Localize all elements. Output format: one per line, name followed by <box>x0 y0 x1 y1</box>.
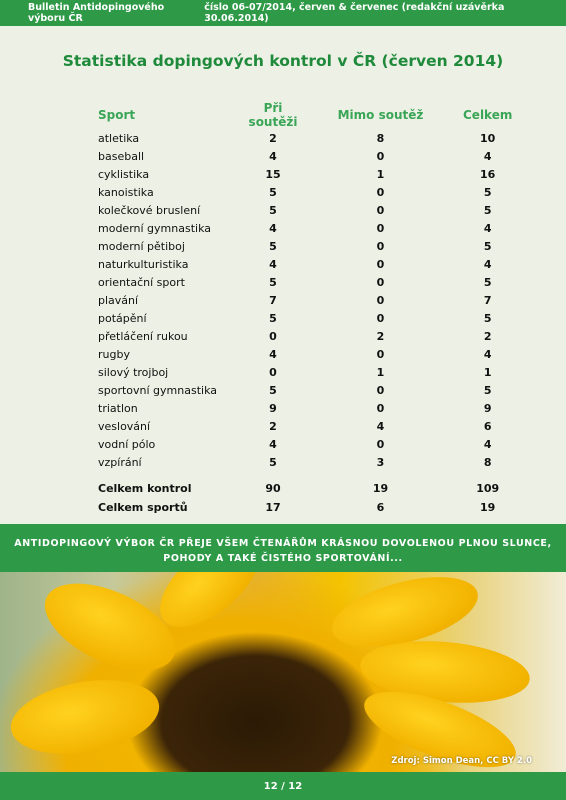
total-count: 9 <box>483 401 492 415</box>
out-of-competition-count: 0 <box>376 257 385 271</box>
total-count: 4 <box>483 257 492 271</box>
in-competition-count: 4 <box>269 437 277 451</box>
table-row <box>98 381 512 399</box>
photo-credit: Zdroj: Simon Dean, CC BY 2.0 <box>391 756 532 766</box>
table-row <box>98 453 512 471</box>
column-header-total: Celkem <box>463 108 513 122</box>
sport-name: atletika <box>98 131 140 145</box>
out-of-competition-count: 0 <box>376 347 385 361</box>
in-competition-count: 0 <box>269 329 277 343</box>
in-competition-count: 5 <box>269 275 277 289</box>
in-competition-count: 2 <box>269 419 277 433</box>
out-of-competition-count: 2 <box>376 329 385 343</box>
totals-row <box>98 479 512 498</box>
total-count: 1 <box>483 365 492 379</box>
page-number: 12 / 12 <box>263 780 303 792</box>
total-count: 109 <box>476 482 500 495</box>
out-of-competition-count: 0 <box>376 149 385 163</box>
out-of-competition-count: 0 <box>376 275 385 289</box>
footer-bar <box>0 772 566 800</box>
sport-name: orientační sport <box>98 275 185 289</box>
in-competition-count: 4 <box>269 221 277 235</box>
sport-name: potápění <box>98 311 147 325</box>
in-competition-count: 4 <box>269 347 277 361</box>
table-body <box>98 129 512 517</box>
table-row <box>98 417 512 435</box>
sport-name: přetláčení rukou <box>98 329 188 343</box>
out-of-competition-count: 1 <box>376 167 385 181</box>
sport-name: moderní gymnastika <box>98 221 211 235</box>
out-of-competition-count: 6 <box>376 501 385 514</box>
totals-row <box>98 498 512 517</box>
in-competition-count: 4 <box>269 257 277 271</box>
sport-name: cyklistika <box>98 167 150 181</box>
out-of-competition-count: 0 <box>376 401 385 415</box>
out-of-competition-count: 4 <box>376 419 385 433</box>
table-row <box>98 273 512 291</box>
sunflower-petal <box>5 670 165 765</box>
out-of-competition-count: 0 <box>376 293 385 307</box>
sport-name: veslování <box>98 419 151 433</box>
total-count: 5 <box>483 275 492 289</box>
sport-name: vodní pólo <box>98 437 156 451</box>
sport-name: vzpírání <box>98 455 142 469</box>
table-row <box>98 255 512 273</box>
total-count: 4 <box>483 437 492 451</box>
table-row <box>98 309 512 327</box>
table-row <box>98 345 512 363</box>
sport-name: triatlon <box>98 401 138 415</box>
in-competition-count: 0 <box>269 365 277 379</box>
in-competition-count: 5 <box>269 203 277 217</box>
total-count: 4 <box>483 347 492 361</box>
in-competition-count: 4 <box>269 149 277 163</box>
sport-name: kolečkové bruslení <box>98 203 201 217</box>
table-row <box>98 237 512 255</box>
sport-name: naturkulturistika <box>98 257 189 271</box>
out-of-competition-count: 3 <box>376 455 385 469</box>
in-competition-count: 5 <box>269 185 277 199</box>
in-competition-count: 90 <box>265 482 281 495</box>
total-count: 7 <box>483 293 492 307</box>
in-competition-count: 15 <box>265 167 281 181</box>
column-header-in-competition: Při soutěži <box>248 101 298 129</box>
total-count: 10 <box>480 131 496 145</box>
sport-name: rugby <box>98 347 130 361</box>
in-competition-count: 5 <box>269 311 277 325</box>
greeting-line-2: POHODY A TAKÉ ČISTÉHO SPORTOVÁNÍ... <box>163 553 403 564</box>
out-of-competition-count: 8 <box>376 131 385 145</box>
table-row <box>98 201 512 219</box>
out-of-competition-count: 0 <box>376 311 385 325</box>
out-of-competition-count: 0 <box>376 203 385 217</box>
bulletin-name: Bulletin Antidopingového výboru ČR <box>28 2 165 24</box>
in-competition-count: 9 <box>269 401 277 415</box>
total-count: 5 <box>483 185 492 199</box>
out-of-competition-count: 0 <box>376 239 385 253</box>
table-row <box>98 129 512 147</box>
sport-name: baseball <box>98 149 145 163</box>
total-count: 19 <box>480 501 496 514</box>
greeting-line-1: ANTIDOPINGOVÝ VÝBOR ČR PŘEJE VŠEM ČTENÁŘŮM KRÁSNOU DOVOLENOU PLNOU SLUNCE, <box>14 538 552 549</box>
sunflower-photo <box>0 572 566 772</box>
sport-name: moderní pětiboj <box>98 239 185 253</box>
table-title: Statistika dopingových kontrol v ČR (červen 2014) <box>62 52 504 70</box>
table-row <box>98 435 512 453</box>
out-of-competition-count: 19 <box>372 482 389 495</box>
total-count: 2 <box>483 329 492 343</box>
out-of-competition-count: 0 <box>376 185 385 199</box>
sport-name: kanoistika <box>98 185 154 199</box>
table-row <box>98 183 512 201</box>
sport-name: silový trojboj <box>98 365 169 379</box>
table-row <box>98 327 512 345</box>
total-count: 5 <box>483 383 492 397</box>
in-competition-count: 5 <box>269 383 277 397</box>
out-of-competition-count: 0 <box>376 383 385 397</box>
header-bar <box>0 0 566 26</box>
issue-info: číslo 06-07/2014, červen & červenec (redakční uzávěrka 30.06.2014) <box>204 2 505 24</box>
table-header-row <box>98 101 512 129</box>
sport-name: Celkem kontrol <box>98 482 192 495</box>
total-count: 5 <box>483 239 492 253</box>
table-row <box>98 291 512 309</box>
out-of-competition-count: 1 <box>376 365 385 379</box>
spacer-row <box>98 471 512 479</box>
total-count: 5 <box>483 311 492 325</box>
table-row <box>98 165 512 183</box>
column-header-out-of-competition: Mimo soutěž <box>337 108 424 122</box>
out-of-competition-count: 0 <box>376 437 385 451</box>
in-competition-count: 5 <box>269 455 277 469</box>
total-count: 16 <box>480 167 496 181</box>
out-of-competition-count: 0 <box>376 221 385 235</box>
sport-name: Celkem sportů <box>98 501 188 514</box>
sport-name: sportovní gymnastika <box>98 383 217 397</box>
total-count: 8 <box>483 455 492 469</box>
total-count: 4 <box>483 221 492 235</box>
in-competition-count: 2 <box>269 131 277 145</box>
table-row <box>98 363 512 381</box>
table-row <box>98 399 512 417</box>
in-competition-count: 5 <box>269 239 277 253</box>
total-count: 4 <box>483 149 492 163</box>
total-count: 5 <box>483 203 492 217</box>
greeting-banner <box>0 524 566 572</box>
in-competition-count: 7 <box>269 293 277 307</box>
doping-stats-table <box>98 101 512 517</box>
column-header-sport: Sport <box>98 108 136 122</box>
sport-name: plavání <box>98 293 139 307</box>
in-competition-count: 17 <box>265 501 281 514</box>
table-row <box>98 219 512 237</box>
total-count: 6 <box>483 419 492 433</box>
table-row <box>98 147 512 165</box>
